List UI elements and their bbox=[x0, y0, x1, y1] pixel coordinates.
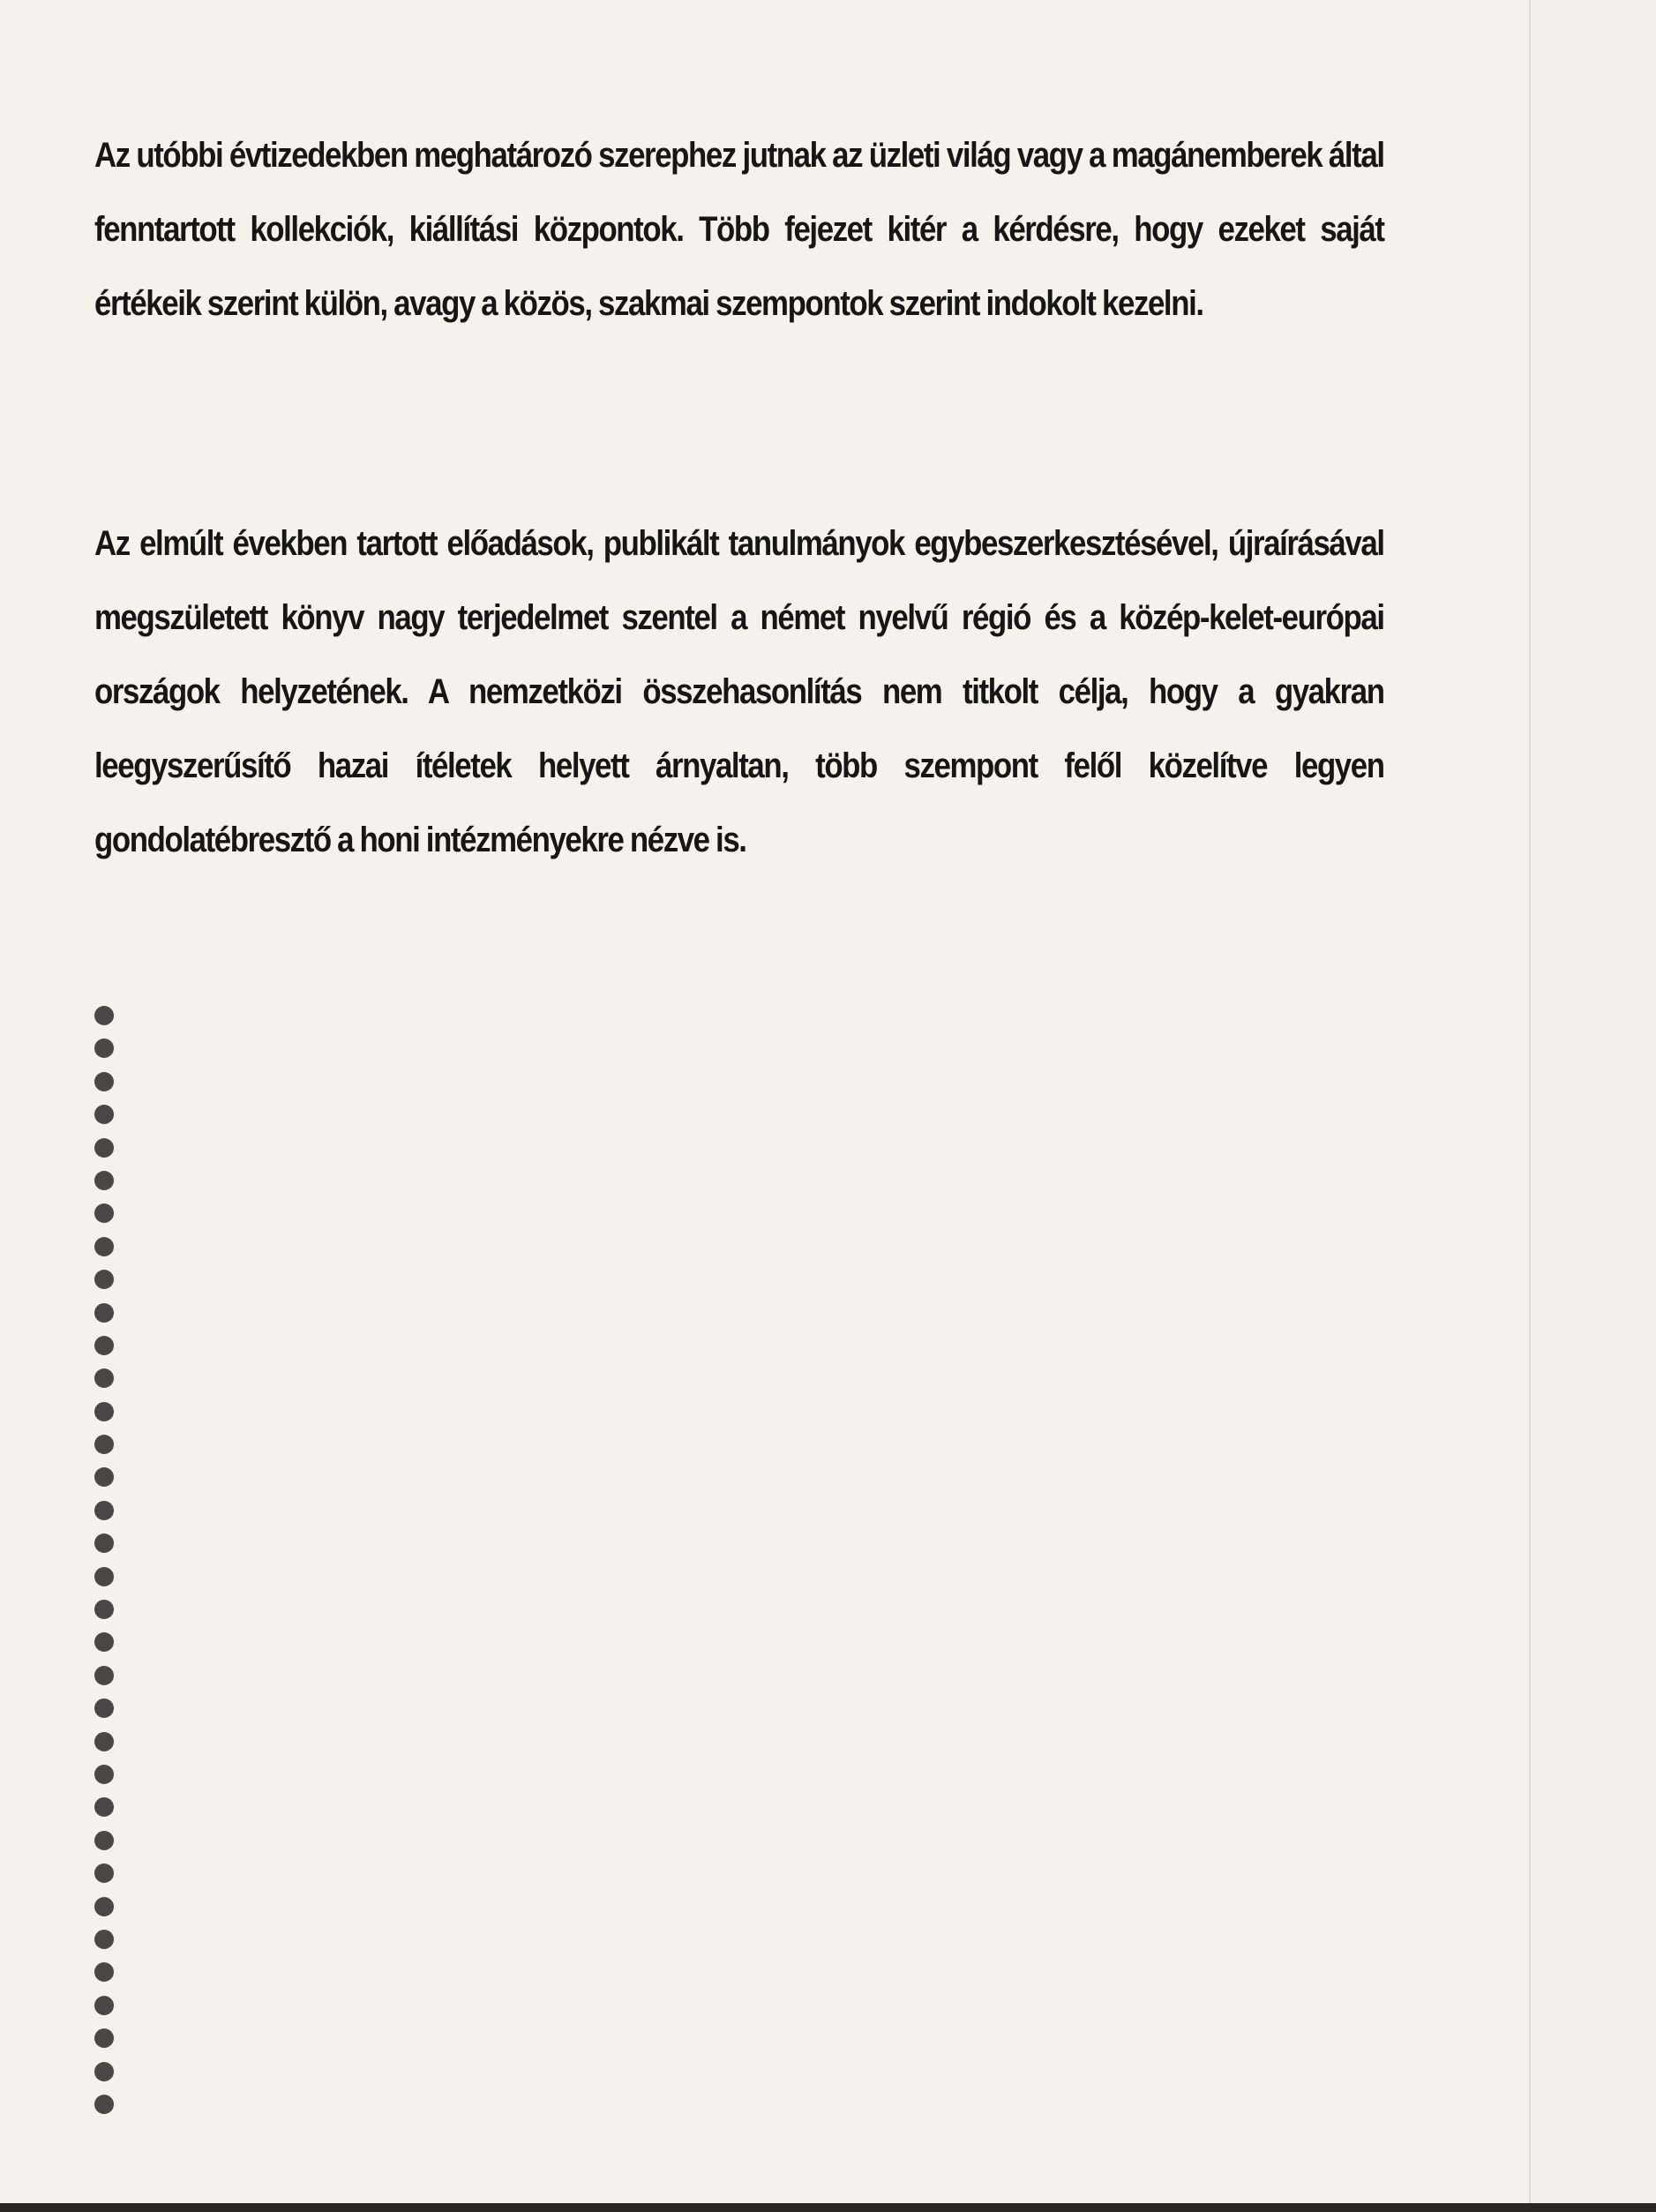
decorative-dot bbox=[94, 1797, 114, 1817]
cover-flap-edge bbox=[1529, 0, 1656, 2206]
scan-bottom-edge bbox=[0, 2203, 1656, 2212]
decorative-dot bbox=[94, 1203, 114, 1223]
decorative-dot bbox=[94, 1533, 114, 1553]
decorative-dot bbox=[94, 1237, 114, 1256]
decorative-dot bbox=[94, 1072, 114, 1091]
decorative-dot bbox=[94, 1402, 114, 1421]
decorative-dot bbox=[94, 1006, 114, 1025]
decorative-dot bbox=[94, 1567, 114, 1586]
decorative-dot bbox=[94, 1632, 114, 1652]
decorative-dot bbox=[94, 2095, 114, 2114]
decorative-dot bbox=[94, 1996, 114, 2015]
decorative-dot bbox=[94, 1863, 114, 1883]
decorative-dot bbox=[94, 1962, 114, 1982]
decorative-dot bbox=[94, 1698, 114, 1718]
paragraph-book-description: Az elmúlt években tartott előadások, publikált tanulmányok egybeszerkesztésével, újraírásával megszületett könyv nagy terjedelmet szentel a német nyelvű régió és a közép-kelet-európai országok helyzetének. A nemzetközi összehasonlítás nem titkolt célja, hogy a gyakran leegyszerűsítő hazai ítéletek helyett árnyaltan, több szempont felől közelítve legyen gondolatébresztő a honi intézményekre nézve is. bbox=[94, 524, 1384, 859]
decorative-dot bbox=[94, 1039, 114, 1058]
decorative-dot bbox=[94, 1336, 114, 1355]
decorative-dot bbox=[94, 1732, 114, 1751]
decorative-dot bbox=[94, 1831, 114, 1850]
decorative-dot bbox=[94, 1435, 114, 1454]
decorative-dot bbox=[94, 1138, 114, 1158]
decorative-dot bbox=[94, 1930, 114, 1949]
decorative-dot bbox=[94, 1897, 114, 1916]
decorative-dot bbox=[94, 1501, 114, 1520]
decorative-dot bbox=[94, 1666, 114, 1685]
decorative-dot bbox=[94, 1171, 114, 1190]
decorative-dot bbox=[94, 1467, 114, 1487]
decorative-dot bbox=[94, 1765, 114, 1784]
decorative-dot bbox=[94, 2028, 114, 2048]
decorative-dot bbox=[94, 1270, 114, 1289]
decorative-dot bbox=[94, 1303, 114, 1323]
paragraph-private-collections: Az utóbbi évtizedekben meghatározó szerephez jutnak az üzleti világ vagy a magánemberek által fenntartott kollekciók, kiállítási központok. Több fejezet kitér a kérdésre, hogy ezeket saját értékeik szerint külön, avagy a közös, szakmai szempontok szerint indokolt kezelni. bbox=[94, 136, 1384, 323]
decorative-dot bbox=[94, 1368, 114, 1388]
dot-column-decoration bbox=[94, 1006, 114, 2127]
decorative-dot bbox=[94, 1600, 114, 1619]
decorative-dot bbox=[94, 1105, 114, 1124]
decorative-dot bbox=[94, 2062, 114, 2081]
